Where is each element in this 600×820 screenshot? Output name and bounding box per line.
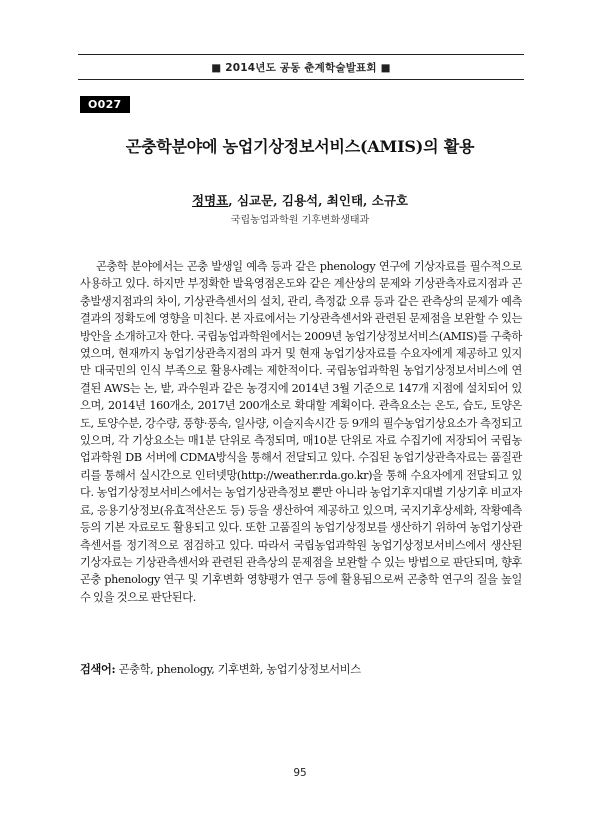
header-bottom-rule bbox=[78, 79, 524, 80]
conference-header bbox=[78, 60, 524, 75]
keywords bbox=[80, 661, 522, 677]
paper-title: 곤충학분야에 농업기상정보서비스(AMIS)의 활용 bbox=[125, 137, 475, 156]
keywords-label: 검색어: bbox=[80, 662, 116, 676]
paper-code-badge: O027 bbox=[80, 96, 130, 113]
abstract-body: 곤충학 분야에서는 곤충 발생일 예측 등과 같은 phenology 연구에 기상자료를 필수적으로 사용하고 있다. 하지만 부정확한 발육영점온도와 같은 계산상의 문제와 기상관측자료지점과 곤충발생지점과의 차이, 기상관측센서의 설치, 관리, 측정값 오류 등과 같은 관측상의 문제가 예측결과의 정확도에 영향을 미친다. 본 자료에서는 기상관측센서와 관련된 문제점을 보완할 수 있는 방안을 소개하고자 한다. 국립농업과학원에서는 2009년 농업기상정보서비스(AMIS)를 구축하였으며, 현재까지 농업기상관측지점의 과거 및 현재 농업기상자료를 수요자에게 제공하고 있지만 대국민의 인식 부족으로 활용사례는 제한적이다. 국립농업과학원 농업기상정보서비스에 연결된 AWS는 논, 밭, 과수원과 같은 농경지에 2014년 3월 기준으로 147개 지점에 설치되어 있으며, 2014년 160개소, 2017년 200개소로 확대할 계획이다. 관측요소는 온도, 습도, 토양온도, 토양수분, 강수량, 풍향·풍속, 일사량, 이슬지속시간 등 9개의 필수농업기상요소가 측정되고 있으며, 각 기상요소는 매1분 단위로 측정되며, 매10분 단위로 자료 수집기에 저장되어 국립농업과학원 DB 서버에 CDMA방식을 통해서 전달되고 있다. 수집된 농업기상관측자료는 품질관리를 통해서 실시간으로 인터넷망(http://weather.rda.go.kr)을 통해 수요자에게 전달되고 있다. 농업기상정보서비스에서는 농업기상관측정보 뿐만 아니라 농업기후지대별 기상기후 비교자료, 응용기상정보(유효적산온도 등) 등을 생산하여 제공하고 있으며, 국지기후상세화, 작황예측 등의 기본 자료로도 활용되고 있다. 또한 고품질의 농업기상정보를 생산하기 위하여 농업기상관측센서를 정기적으로 점검하고 있다. 따라서 국립농업과학원 농업기상정보서비스에서 생산된 기상자료는 기상관측센서와 관련된 관측상의 문제점을 보완할 수 있는 방법으로 판단되며, 향후 곤충 phenology 연구 및 기후변화 영향평가 연구 등에 활용됨으로써 곤충학 연구의 질을 높일 수 있을 것으로 판단된다. bbox=[80, 260, 522, 604]
author-list bbox=[60, 191, 540, 209]
header-text: 2014년도 공동 춘계학술발표회 bbox=[225, 62, 377, 74]
header-bullet-left: ■ bbox=[211, 62, 222, 74]
header-top-rule bbox=[78, 54, 524, 55]
first-author: 정명표 bbox=[192, 193, 229, 208]
co-authors: , 심교문, 김용석, 최인태, 소규호 bbox=[228, 193, 408, 208]
header-bullet-right: ■ bbox=[380, 62, 391, 74]
keywords-list: 곤충학, phenology, 기후변화, 농업기상정보서비스 bbox=[118, 663, 361, 676]
page-number: 95 bbox=[293, 767, 307, 779]
affiliation: 국립농업과학원 기후변화생태과 bbox=[230, 215, 370, 226]
